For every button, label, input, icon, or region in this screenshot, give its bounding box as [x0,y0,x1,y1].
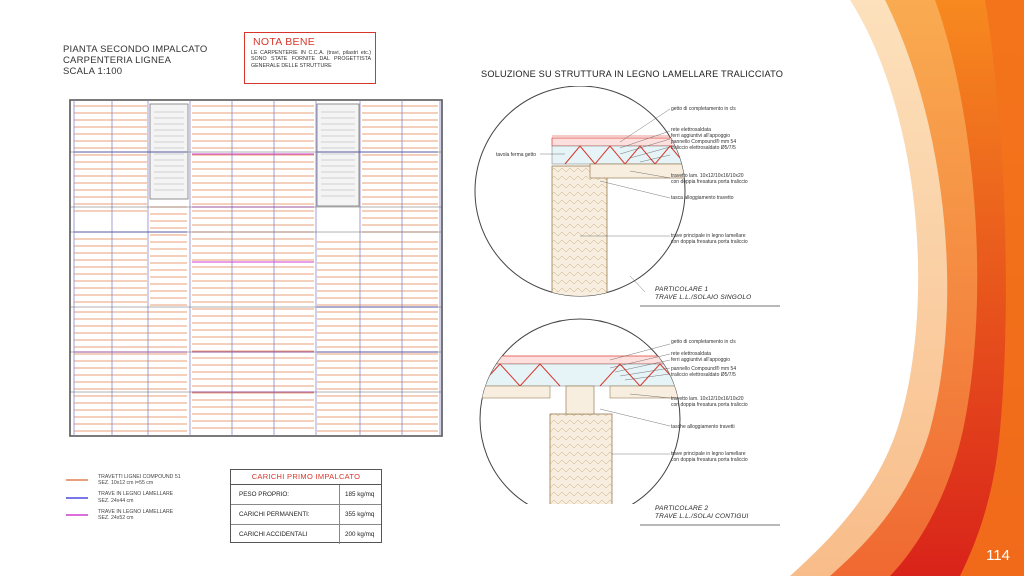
legend-swatch-beam-magenta [66,511,88,519]
detail-caption-line: TRAVE L.L./SOLAIO SINGOLO [655,294,752,301]
detail-1-label: ferri aggiuntivi all'appoggio [671,133,731,139]
load-value: 200 kg/mq [345,531,375,538]
detail-caption-line: PARTICOLARE 2 [655,505,709,512]
detail-2-drawing [470,314,790,504]
detail-1-label: con doppia fresatura porta traliccio [671,179,748,185]
load-value: 185 kg/mq [345,491,375,498]
detail-2-label: ferri aggiuntivi all'appoggio [671,357,731,363]
detail-1-label: rete elettrosaldata [671,127,712,133]
legend-line: TRAVE IN LEGNO LAMELLARE [98,508,174,515]
detail-1-label: travetto lam. 10x12/10x16/10x20 [671,173,744,179]
legend-row [66,509,216,521]
detail-2-label: travetto lam. 10x12/10x16/10x20 [671,396,744,402]
nota-bene-box [244,32,376,84]
loads-table-row [231,485,381,505]
detail-caption-line: TRAVE L.L./SOLAI CONTIGUI [655,513,749,520]
legend-text [98,491,173,503]
load-label: CARICHI PERMANENTI: [231,505,340,524]
legend-swatch-joist [66,476,88,484]
decorative-wave-background [770,0,1024,576]
nota-bene-heading: NOTA BENE [253,36,316,48]
detail-2-label: con doppia fresatura porta traliccio [671,457,748,463]
detail-1-label: trave principale in legno lamellare [671,233,746,239]
detail-1-label: traliccio elettrosaldato Ø5/7/5 [671,145,736,151]
detail-2-label: getto di completamento in cls [671,339,736,345]
detail-2-label: tasche alloggiamento travetti [671,424,735,430]
legend-line: TRAVETTI LIGNEI COMPOUND 51 [98,474,181,480]
detail-2-label: traliccio elettrosaldato Ø5/7/5 [671,372,736,378]
detail-2-caption [655,505,749,521]
legend-swatch-beam-blue [66,494,88,502]
plan-title-line: PIANTA SECONDO IMPALCATO [63,44,208,55]
plan-title-line: SCALA 1:100 [63,66,123,77]
detail-1-label: con doppia fresatura porta traliccio [671,239,748,245]
detail-2-label: trave principale in legno lamellare [671,451,746,457]
detail-1-underline [640,304,780,308]
detail-2-label: rete elettrosaldata [671,351,712,357]
page-number: 114 [986,547,1010,564]
detail-1-label: pannello Compound® mm 54 [671,139,737,145]
plan-title-line: CARPENTERIA LIGNEA [63,55,172,66]
detail-1-label: tasca alloggiamento travetto [671,195,734,201]
nota-bene-text: LE CARPENTERIE IN C.C.A. (travi, pilastri etc.) SONO STATE FORNITE DAL PROGETTISTA GENERALE DELLE STRUTTURE [251,50,371,69]
detail-1-caption [655,286,751,302]
loads-table [230,469,382,543]
loads-table-row [231,525,381,544]
legend-text [98,474,181,486]
legend-line: SEZ. 24x44 cm [98,497,134,504]
detail-1-label: getto di completamento in cls [671,106,736,112]
floor-plan-drawing [62,92,452,444]
loads-table-heading: CARICHI PRIMO IMPALCATO [231,470,381,485]
loads-table-row [231,505,381,525]
legend-row [66,491,216,503]
legend-line: TRAVE IN LEGNO LAMELLARE [98,491,174,498]
detail-2-underline [640,523,780,527]
detail-caption-line: PARTICOLARE 1 [655,286,709,293]
legend-text [98,509,173,521]
legend-row [66,474,216,486]
legend-line: SEZ. 10x12 cm i=55 cm [98,480,154,487]
legend-line: SEZ. 24x52 cm [98,515,134,522]
solution-title: SOLUZIONE SU STRUTTURA IN LEGNO LAMELLARE TRALICCIATO [481,69,784,79]
detail-2-label: con doppia fresatura porta traliccio [671,402,748,408]
plan-title [63,44,208,77]
detail-1-side-label: tavola ferma getto [496,152,537,158]
load-label: PESO PROPRIO: [231,485,340,504]
load-label: CARICHI ACCIDENTALI [231,525,340,544]
detail-1-drawing [470,86,790,311]
load-value: 355 kg/mq [345,511,375,518]
legend [66,474,216,521]
detail-2-label: pannello Compound® mm 54 [671,366,737,372]
